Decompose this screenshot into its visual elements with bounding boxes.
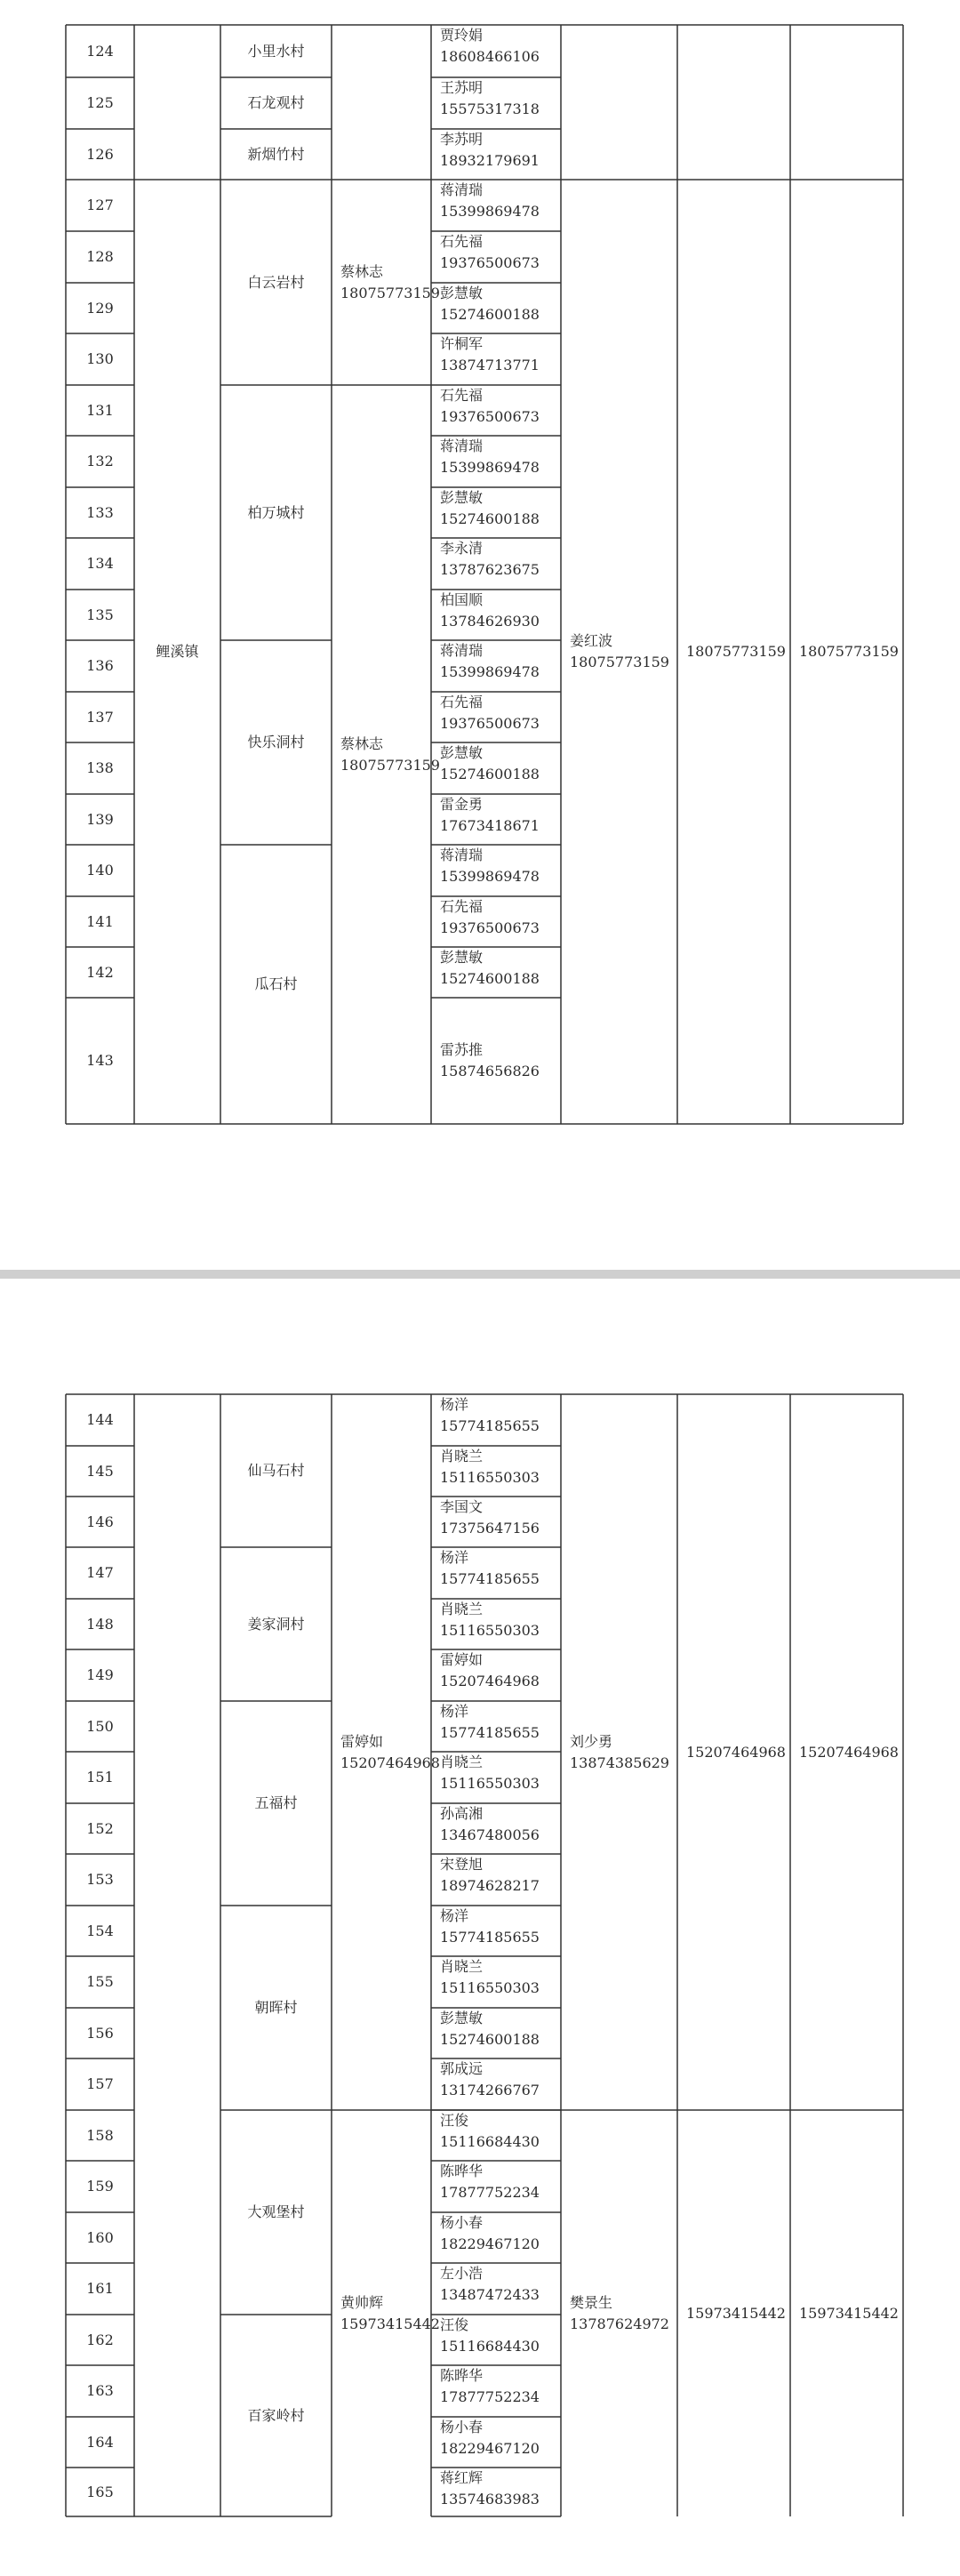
contact-phone: 18229467120 — [440, 2440, 540, 2457]
row-number: 137 — [86, 708, 114, 726]
contact-name: 汪俊 — [440, 2112, 469, 2129]
contact-cell — [431, 640, 561, 692]
leader-contact — [332, 385, 440, 1124]
contact-cell — [431, 1906, 561, 1956]
contact-name: 彭慧敏 — [440, 285, 484, 301]
contact-name: 彭慧敏 — [440, 744, 484, 761]
row-number: 154 — [86, 1922, 114, 1939]
row-number: 148 — [86, 1615, 114, 1633]
leader-name: 黄帅辉 — [340, 2293, 384, 2311]
row-number: 142 — [86, 963, 114, 981]
contact-name: 蒋清瑞 — [440, 847, 484, 863]
town-name: 鲤溪镇 — [156, 643, 199, 660]
contact-name: 彭慧敏 — [440, 949, 484, 966]
contact-cell — [431, 2315, 561, 2365]
contact-cell — [431, 1956, 561, 2008]
contact-phone: 15575317318 — [440, 100, 540, 117]
contact-cell — [431, 1701, 561, 1752]
contact-name: 杨小春 — [440, 2419, 484, 2436]
contact-name: 汪俊 — [440, 2316, 469, 2333]
contact-cell — [431, 1599, 561, 1649]
row-number: 149 — [86, 1666, 114, 1683]
contact-cell — [431, 385, 561, 436]
village-name: 小里水村 — [247, 42, 305, 60]
contact-cell — [431, 590, 561, 640]
contact-phone: 13574683983 — [440, 2491, 540, 2508]
contact-name: 柏国顺 — [440, 591, 484, 608]
phone-cell — [790, 1394, 903, 2110]
contact-cell — [431, 794, 561, 845]
town-leader-contact — [561, 2110, 677, 2516]
row-number: 126 — [86, 145, 114, 163]
contact-cell — [431, 1497, 561, 1547]
contact-phone: 15774185655 — [440, 1570, 540, 1587]
contact-cell — [431, 77, 561, 129]
contact-name: 贾玲娟 — [440, 27, 484, 44]
leader-phone: 18075773159 — [340, 284, 440, 301]
row-number: 146 — [86, 1513, 114, 1530]
contact-name: 雷金勇 — [440, 796, 484, 813]
contact-phone: 15399869478 — [440, 868, 540, 885]
leader-phone: 15973415442 — [340, 2315, 440, 2332]
leader-contact — [332, 180, 440, 385]
row-number: 155 — [86, 1973, 114, 1990]
phone-number: 15973415442 — [799, 2304, 899, 2322]
row-number: 153 — [86, 1871, 114, 1888]
row-number: 136 — [86, 657, 114, 674]
contact-phone: 15874656826 — [440, 1063, 540, 1079]
contact-phone: 15274600188 — [440, 766, 540, 782]
contact-name: 杨洋 — [440, 1549, 469, 1566]
contact-phone: 15116550303 — [440, 1469, 540, 1486]
village-name: 瓜石村 — [254, 975, 298, 992]
leader-contact — [332, 2110, 440, 2516]
contact-cell — [431, 538, 561, 590]
table-page-2 — [0, 1279, 960, 2576]
row-number: 147 — [86, 1564, 114, 1581]
row-number: 151 — [86, 1769, 114, 1786]
row-number: 165 — [86, 2483, 114, 2500]
village-name: 新烟竹村 — [247, 145, 305, 163]
row-number: 152 — [86, 1819, 114, 1837]
contact-name: 王苏明 — [440, 79, 484, 96]
town-leader-phone: 13787624972 — [570, 2315, 669, 2332]
contact-cell — [431, 2058, 561, 2110]
contact-phone: 13174266767 — [440, 2082, 540, 2099]
phone-cell — [677, 2110, 790, 2516]
row-number: 125 — [86, 94, 114, 111]
table-page-1 — [0, 0, 960, 1156]
contact-cell — [431, 742, 561, 794]
contact-cell — [431, 2365, 561, 2417]
village-name: 石龙观村 — [247, 94, 305, 111]
contact-name: 蒋红辉 — [440, 2469, 484, 2486]
row-number: 164 — [86, 2433, 114, 2451]
contact-cell — [431, 947, 561, 998]
contact-cell — [431, 1854, 561, 1906]
leader-contact — [332, 1394, 440, 2110]
leader-name: 蔡林志 — [340, 262, 384, 280]
row-number: 144 — [86, 1411, 114, 1428]
contact-cell — [431, 2468, 561, 2516]
row-number: 162 — [86, 2331, 114, 2348]
contact-phone: 15116684430 — [440, 2338, 540, 2355]
contact-phone: 15116550303 — [440, 1979, 540, 1996]
village-name: 朝晖村 — [254, 1999, 298, 2016]
contact-name: 杨洋 — [440, 1396, 469, 1413]
contact-phone: 15207464968 — [440, 1673, 540, 1689]
contact-phone: 15399869478 — [440, 459, 540, 476]
contact-name: 石先福 — [440, 898, 484, 915]
contact-phone: 19376500673 — [440, 919, 540, 936]
contact-name: 陈晔华 — [440, 2367, 484, 2384]
contact-name: 李苏明 — [440, 131, 484, 148]
contact-name: 肖晓兰 — [440, 1958, 484, 1975]
row-number: 163 — [86, 2382, 114, 2399]
row-number: 157 — [86, 2075, 114, 2092]
row-number: 140 — [86, 862, 114, 879]
town-leader-phone: 18075773159 — [570, 654, 669, 670]
phone-cell — [790, 2110, 903, 2516]
contact-name: 肖晓兰 — [440, 1448, 484, 1465]
village-name: 大观堡村 — [247, 2203, 305, 2220]
phone-number: 15207464968 — [799, 1743, 899, 1761]
contact-cell — [431, 2110, 561, 2161]
contact-cell — [431, 1394, 561, 1446]
leader-phone: 15207464968 — [340, 1753, 440, 1771]
row-number: 145 — [86, 1462, 114, 1480]
contact-cell — [431, 998, 561, 1124]
leader-name: 雷婷如 — [340, 1732, 384, 1750]
contact-cell — [431, 283, 561, 333]
town-leader-name: 姜红波 — [570, 632, 613, 649]
contact-name: 杨洋 — [440, 1703, 469, 1720]
contact-phone: 15116684430 — [440, 2133, 540, 2150]
contact-cell — [431, 1547, 561, 1599]
contact-phone: 13487472433 — [440, 2286, 540, 2303]
contact-phone: 18229467120 — [440, 2235, 540, 2252]
contact-name: 孙高湘 — [440, 1805, 484, 1822]
contact-phone: 17673418671 — [440, 817, 540, 834]
village-name: 仙马石村 — [247, 1462, 305, 1479]
leader-phone: 18075773159 — [340, 756, 440, 774]
row-number: 158 — [86, 2126, 114, 2144]
row-number: 139 — [86, 810, 114, 828]
contact-name: 李永清 — [440, 540, 484, 557]
contact-phone: 15774185655 — [440, 1417, 540, 1434]
contact-phone: 19376500673 — [440, 715, 540, 732]
contact-phone: 19376500673 — [440, 408, 540, 425]
town-leader-name: 樊景生 — [570, 2293, 613, 2311]
contact-phone: 13787623675 — [440, 561, 540, 578]
contact-name: 宋登旭 — [440, 1856, 484, 1873]
contact-cell — [431, 1803, 561, 1854]
contact-phone: 15116550303 — [440, 1622, 540, 1639]
contact-name: 雷苏推 — [440, 1041, 484, 1058]
row-number: 132 — [86, 453, 114, 469]
village-name: 五福村 — [254, 1794, 298, 1811]
row-number: 133 — [86, 503, 114, 521]
village-name: 姜家洞村 — [247, 1615, 305, 1633]
row-number: 138 — [86, 759, 114, 776]
contact-name: 蒋清瑞 — [440, 181, 484, 198]
phone-number: 18075773159 — [799, 643, 899, 660]
contact-phone: 15274600188 — [440, 2031, 540, 2048]
village-name: 快乐洞村 — [247, 734, 305, 750]
leader-name: 蔡林志 — [340, 734, 384, 752]
contact-phone: 18974628217 — [440, 1877, 540, 1894]
contact-phone: 15774185655 — [440, 1929, 540, 1946]
contact-phone: 15274600188 — [440, 306, 540, 323]
contact-cell — [431, 845, 561, 896]
row-number: 160 — [86, 2228, 114, 2246]
contact-cell — [431, 1752, 561, 1803]
contact-cell — [431, 333, 561, 385]
contact-cell — [431, 1649, 561, 1701]
contact-name: 肖晓兰 — [440, 1601, 484, 1617]
contact-phone: 17877752234 — [440, 2184, 540, 2201]
contact-name: 蒋清瑞 — [440, 642, 484, 659]
contact-name: 蒋清瑞 — [440, 437, 484, 454]
contact-cell — [431, 231, 561, 283]
contact-cell — [431, 180, 561, 231]
contact-name: 石先福 — [440, 387, 484, 404]
contact-name: 许桐军 — [440, 335, 484, 352]
contact-name: 雷婷如 — [440, 1651, 484, 1668]
contact-phone: 18608466106 — [440, 48, 540, 65]
contact-cell — [431, 129, 561, 180]
row-number: 135 — [86, 606, 114, 623]
contact-phone: 13874713771 — [440, 357, 540, 373]
contact-name: 李国文 — [440, 1498, 484, 1515]
contact-phone: 18932179691 — [440, 152, 540, 169]
contact-cell — [431, 692, 561, 742]
row-number: 131 — [86, 401, 114, 419]
contact-cell — [431, 436, 561, 487]
contact-name: 陈晔华 — [440, 2163, 484, 2179]
contact-phone: 15274600188 — [440, 970, 540, 987]
contact-cell — [431, 1446, 561, 1497]
row-number: 156 — [86, 2024, 114, 2042]
village-name: 百家岭村 — [247, 2406, 305, 2424]
contact-phone: 15399869478 — [440, 663, 540, 680]
contact-phone: 15399869478 — [440, 203, 540, 220]
town-leader-contact — [561, 180, 677, 1124]
town-leader-phone: 13874385629 — [570, 1753, 669, 1771]
contact-name: 郭成远 — [440, 2060, 484, 2077]
contact-cell — [431, 2008, 561, 2058]
town-leader-name: 刘少勇 — [570, 1732, 613, 1750]
contact-name: 杨小春 — [440, 2214, 484, 2231]
contact-cell — [431, 896, 561, 947]
phone-number: 18075773159 — [686, 643, 786, 660]
village-name: 柏万城村 — [247, 503, 305, 521]
contact-cell — [431, 2161, 561, 2212]
row-number: 143 — [86, 1052, 114, 1069]
contact-name: 杨洋 — [440, 1907, 469, 1924]
phone-cell — [677, 1394, 790, 2110]
contact-phone: 15116550303 — [440, 1775, 540, 1792]
row-number: 134 — [86, 555, 114, 572]
phone-cell — [790, 180, 903, 1124]
contact-name: 石先福 — [440, 233, 484, 250]
page-separator — [0, 1270, 960, 1279]
contact-cell — [431, 2417, 561, 2468]
contact-name: 石先福 — [440, 694, 484, 710]
contact-cell — [431, 25, 561, 77]
row-number: 159 — [86, 2178, 114, 2195]
contact-phone: 17375647156 — [440, 1520, 540, 1537]
contact-cell — [431, 2263, 561, 2315]
phone-number: 15973415442 — [686, 2304, 786, 2322]
row-number: 124 — [86, 42, 114, 60]
phone-cell — [677, 180, 790, 1124]
contact-phone: 19376500673 — [440, 254, 540, 271]
contact-phone: 13467480056 — [440, 1826, 540, 1843]
contact-name: 彭慧敏 — [440, 489, 484, 506]
contact-name: 彭慧敏 — [440, 2010, 484, 2026]
row-number: 128 — [86, 248, 114, 265]
contact-name: 肖晓兰 — [440, 1753, 484, 1770]
contact-phone: 13784626930 — [440, 613, 540, 630]
contact-phone: 17877752234 — [440, 2388, 540, 2405]
contact-phone: 15274600188 — [440, 510, 540, 527]
village-name: 白云岩村 — [247, 273, 305, 291]
row-number: 141 — [86, 912, 114, 930]
town-leader-contact — [561, 1394, 677, 2110]
contact-phone: 15774185655 — [440, 1724, 540, 1741]
row-number: 161 — [86, 2280, 114, 2297]
row-number: 130 — [86, 350, 114, 367]
row-number: 129 — [86, 299, 114, 317]
row-number: 150 — [86, 1717, 114, 1735]
row-number: 127 — [86, 197, 114, 213]
contact-name: 左小浩 — [440, 2265, 484, 2282]
phone-number: 15207464968 — [686, 1743, 786, 1761]
contact-cell — [431, 2212, 561, 2263]
contact-cell — [431, 487, 561, 538]
